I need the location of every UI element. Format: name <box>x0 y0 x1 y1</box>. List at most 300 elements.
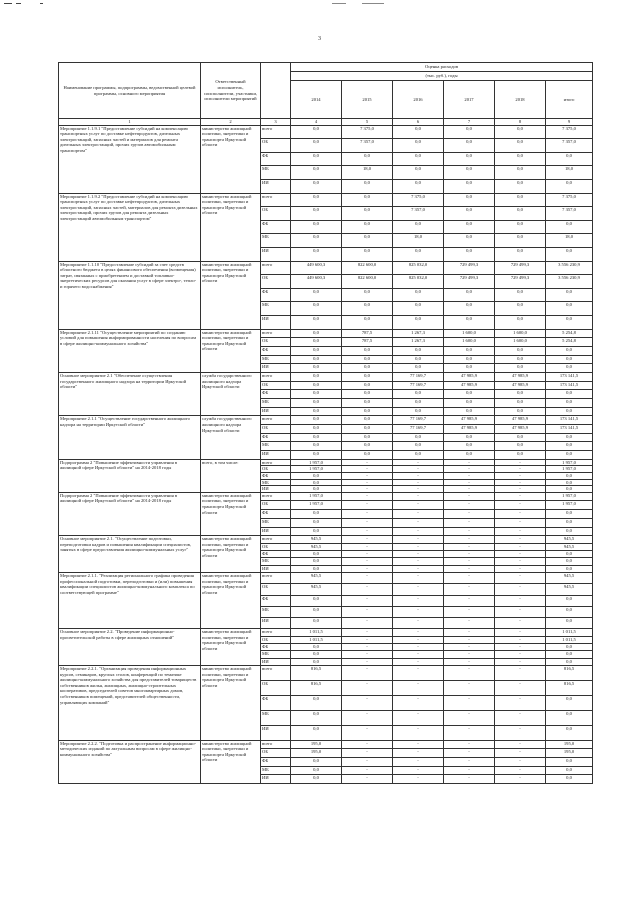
amount-cell: 0,0 <box>291 451 342 460</box>
funding-source: ОБ <box>261 501 291 510</box>
dash-cell: - <box>393 680 444 695</box>
dash-cell: - <box>342 757 393 766</box>
dash-cell: - <box>444 466 495 473</box>
dash-cell: - <box>495 629 546 636</box>
header-year: 2018 <box>495 81 546 119</box>
dash-cell: - <box>342 636 393 643</box>
dash-cell: - <box>393 766 444 775</box>
amount-cell: 0,0 <box>546 658 593 665</box>
amount-cell: 0,0 <box>546 315 593 329</box>
amount-cell: 0,0 <box>342 179 393 193</box>
amount-cell: 7 375,0 <box>393 193 444 207</box>
dash-cell: - <box>495 595 546 606</box>
dash-cell: - <box>444 565 495 572</box>
amount-cell: 0,0 <box>546 757 593 766</box>
program-name: Мероприятие 2.2.1. "Организация проведения информационных курсов, семинаров, круглых столов, конференций по тематике жилищно-коммунального хозяйства для представителей товариществ собственников жилья, жилищных, жилищно-строительных кооперативов, председателей советов многоквартирных домов, собственников помещений, представителей общественности, управляющих компаний" <box>59 666 201 740</box>
amount-cell: 0,0 <box>291 166 342 180</box>
amount-cell: 0,0 <box>495 247 546 261</box>
amount-cell: 1 011,5 <box>546 629 593 636</box>
amount-cell: 0,0 <box>291 302 342 316</box>
amount-cell: 0,0 <box>342 247 393 261</box>
column-number: 9 <box>546 119 593 126</box>
funding-source: ИИ <box>261 617 291 628</box>
amount-cell: 0,0 <box>393 433 444 442</box>
funding-source: МБ <box>261 651 291 658</box>
amount-cell: 0,0 <box>342 220 393 234</box>
table-row <box>59 666 593 681</box>
amount-cell: 0,0 <box>291 558 342 565</box>
amount-cell: 0,0 <box>444 302 495 316</box>
amount-cell: 0,0 <box>546 551 593 558</box>
program-executor: министерство жилищной политики, энергетики и транспорта Иркутской области <box>201 193 261 261</box>
dash-cell: - <box>342 565 393 572</box>
table-row <box>59 459 593 466</box>
dash-cell: - <box>444 651 495 658</box>
amount-cell: 1 957,0 <box>291 466 342 473</box>
amount-cell: 945,5 <box>291 573 342 584</box>
amount-cell: 47 985,9 <box>444 425 495 434</box>
amount-cell: 0,0 <box>444 390 495 399</box>
table-body <box>59 125 593 783</box>
program-executor: министерство жилищной политики, энергетики и транспорта Иркутской области <box>201 261 261 329</box>
amount-cell: 0,0 <box>495 125 546 139</box>
dash-cell: - <box>495 551 546 558</box>
amount-cell: 0,0 <box>546 643 593 650</box>
amount-cell: 0,0 <box>291 390 342 399</box>
funding-source: ФБ <box>261 433 291 442</box>
funding-source: всего <box>261 125 291 139</box>
dash-cell: - <box>393 565 444 572</box>
dash-cell: - <box>342 617 393 628</box>
dash-cell: - <box>495 651 546 658</box>
amount-cell: 0,0 <box>291 606 342 617</box>
funding-source: МБ <box>261 234 291 248</box>
amount-cell: 7 357,0 <box>393 207 444 221</box>
amount-cell: 1 957,0 <box>546 466 593 473</box>
amount-cell: 945,5 <box>546 536 593 543</box>
amount-cell: 47 985,9 <box>495 425 546 434</box>
funding-source: всего <box>261 459 291 466</box>
program-name: Подпрограмма 2 "Повышение эффективности управления в жилищной сфере Иркутской области" на 2014-2018 годы <box>59 459 201 492</box>
amount-cell: 0,0 <box>495 302 546 316</box>
dash-cell: - <box>444 757 495 766</box>
funding-source: МБ <box>261 355 291 364</box>
amount-cell: 1 957,0 <box>546 459 593 466</box>
dash-cell: - <box>342 666 393 681</box>
amount-cell: 0,0 <box>444 179 495 193</box>
dash-cell: - <box>444 536 495 543</box>
dash-cell: - <box>342 486 393 493</box>
amount-cell: 0,0 <box>546 527 593 536</box>
amount-cell: 0,0 <box>342 390 393 399</box>
amount-cell: 0,0 <box>291 725 342 740</box>
dash-cell: - <box>495 680 546 695</box>
dash-cell: - <box>495 565 546 572</box>
amount-cell: 0,0 <box>444 442 495 451</box>
dash-cell: - <box>393 666 444 681</box>
amount-cell: 0,0 <box>393 139 444 153</box>
program-executor: министерство жилищной политики, энергетики и транспорта Иркутской области <box>201 666 261 740</box>
amount-cell: 0,0 <box>291 486 342 493</box>
amount-cell: 195,0 <box>546 749 593 758</box>
amount-cell: 0,0 <box>393 220 444 234</box>
dash-cell: - <box>495 479 546 486</box>
program-executor: всего, в том числе: <box>201 459 261 492</box>
funding-source: ФБ <box>261 473 291 480</box>
dash-cell: - <box>393 518 444 527</box>
dash-cell: - <box>444 775 495 784</box>
funding-source: МБ <box>261 442 291 451</box>
amount-cell: 945,5 <box>291 584 342 595</box>
dash-cell: - <box>342 466 393 473</box>
amount-cell: 0,0 <box>546 220 593 234</box>
amount-cell: 1 957,0 <box>291 492 342 501</box>
header-funding-unit: (тыс. руб.), годы <box>291 72 593 81</box>
dash-cell: - <box>444 558 495 565</box>
amount-cell: 0,0 <box>546 617 593 628</box>
dash-cell: - <box>495 617 546 628</box>
funding-table <box>58 62 593 784</box>
dash-cell: - <box>444 658 495 665</box>
amount-cell: 0,0 <box>546 558 593 565</box>
amount-cell: 787,5 <box>342 338 393 347</box>
dash-cell: - <box>444 740 495 749</box>
dash-cell: - <box>342 473 393 480</box>
dash-cell: - <box>342 595 393 606</box>
dash-cell: - <box>495 527 546 536</box>
amount-cell: 0,0 <box>495 220 546 234</box>
amount-cell: 0,0 <box>444 407 495 416</box>
dash-cell: - <box>393 658 444 665</box>
dash-cell: - <box>342 551 393 558</box>
amount-cell: 0,0 <box>291 220 342 234</box>
dash-cell: - <box>342 558 393 565</box>
amount-cell: 0,0 <box>342 399 393 408</box>
amount-cell: 0,0 <box>291 595 342 606</box>
dash-cell: - <box>495 636 546 643</box>
amount-cell: 0,0 <box>342 442 393 451</box>
amount-cell: 945,5 <box>291 536 342 543</box>
dash-cell: - <box>393 473 444 480</box>
funding-source: МБ <box>261 606 291 617</box>
dash-cell: - <box>444 492 495 501</box>
dash-cell: - <box>393 595 444 606</box>
amount-cell: 77 169,7 <box>393 425 444 434</box>
dash-cell: - <box>444 479 495 486</box>
amount-cell: 173 141,5 <box>546 416 593 425</box>
dash-cell: - <box>444 606 495 617</box>
amount-cell: 0,0 <box>546 651 593 658</box>
amount-cell: 0,0 <box>393 364 444 373</box>
amount-cell: 0,0 <box>291 510 342 519</box>
program-executor: министерство жилищной политики, энергетики и транспорта Иркутской области <box>201 629 261 666</box>
amount-cell: 0,0 <box>393 407 444 416</box>
amount-cell: 0,0 <box>291 442 342 451</box>
dash-cell: - <box>495 710 546 725</box>
amount-cell: 0,0 <box>495 166 546 180</box>
amount-cell: 0,0 <box>342 407 393 416</box>
program-name: Мероприятие 2.1.1 "Осуществление государственного жилищного надзора на территории Иркутской области" <box>59 416 201 459</box>
dash-cell: - <box>444 749 495 758</box>
dash-cell: - <box>444 543 495 550</box>
funding-source: всего <box>261 416 291 425</box>
dash-cell: - <box>342 584 393 595</box>
amount-cell: 0,0 <box>495 234 546 248</box>
dash-cell: - <box>495 543 546 550</box>
amount-cell: 0,0 <box>291 399 342 408</box>
dash-cell: - <box>393 651 444 658</box>
funding-source: ИИ <box>261 658 291 665</box>
table-row <box>59 193 593 207</box>
dash-cell: - <box>444 725 495 740</box>
funding-source: всего <box>261 629 291 636</box>
amount-cell: 0,0 <box>495 399 546 408</box>
amount-cell: 47 985,9 <box>444 416 495 425</box>
amount-cell: 18,0 <box>546 234 593 248</box>
dash-cell: - <box>495 501 546 510</box>
table-row <box>59 629 593 636</box>
funding-source: ИИ <box>261 364 291 373</box>
amount-cell: 173 141,5 <box>546 372 593 381</box>
funding-source: ОБ <box>261 636 291 643</box>
amount-cell: 825 032,0 <box>393 275 444 289</box>
amount-cell: 0,0 <box>495 288 546 302</box>
amount-cell: 0,0 <box>444 288 495 302</box>
amount-cell: 173 141,5 <box>546 425 593 434</box>
funding-source: МБ <box>261 166 291 180</box>
amount-cell: 0,0 <box>495 451 546 460</box>
funding-source: ОБ <box>261 466 291 473</box>
funding-source: МБ <box>261 710 291 725</box>
dash-cell: - <box>393 636 444 643</box>
dash-cell: - <box>342 710 393 725</box>
column-number: 5 <box>342 119 393 126</box>
amount-cell: 7 375,0 <box>546 125 593 139</box>
amount-cell: 3 556 230,9 <box>546 275 593 289</box>
program-name: Основное мероприятие 2.1 "Обеспечение осуществления государственного жилищного надзора на территории Иркутской области" <box>59 372 201 415</box>
amount-cell: 0,0 <box>291 364 342 373</box>
amount-cell: 0,0 <box>546 710 593 725</box>
funding-source: МБ <box>261 399 291 408</box>
funding-source: ФБ <box>261 288 291 302</box>
column-number: 4 <box>291 119 342 126</box>
amount-cell: 825 032,0 <box>393 261 444 275</box>
dash-cell: - <box>444 584 495 595</box>
program-executor: министерство жилищной политики, энергетики и транспорта Иркутской области <box>201 536 261 573</box>
program-executor: служба государственного жилищного надзора Иркутской области <box>201 416 261 459</box>
amount-cell: 0,0 <box>546 179 593 193</box>
dash-cell: - <box>444 486 495 493</box>
program-name: Подпрограмма 2 "Повышение эффективности управления в жилищной сфере Иркутской области" на 2014-2018 годы <box>59 492 201 535</box>
header-funding-group: Оценка расходов <box>291 63 593 72</box>
header-column-numbers <box>59 119 593 126</box>
dash-cell: - <box>342 680 393 695</box>
funding-source: ФБ <box>261 346 291 355</box>
table-row <box>59 261 593 275</box>
amount-cell: 945,5 <box>546 573 593 584</box>
program-name: Мероприятие 2.1.11 "Осуществление мероприятий по созданию условий для повышения информированности населения по вопросам в сфере жилищно-коммунального хозяйства" <box>59 329 201 372</box>
amount-cell: 7 375,0 <box>342 125 393 139</box>
amount-cell: 1 267,3 <box>393 338 444 347</box>
funding-source: ИИ <box>261 775 291 784</box>
header-name: Наименование программы, подпрограммы, ведомственной целевой программы, основного мероприятия <box>59 63 201 119</box>
dash-cell: - <box>393 606 444 617</box>
table-row <box>59 492 593 501</box>
amount-cell: 0,0 <box>444 125 495 139</box>
amount-cell: 0,0 <box>393 451 444 460</box>
amount-cell: 0,0 <box>342 433 393 442</box>
amount-cell: 449 600,3 <box>291 275 342 289</box>
dash-cell: - <box>495 643 546 650</box>
dash-cell: - <box>495 740 546 749</box>
amount-cell: 7 375,0 <box>546 193 593 207</box>
amount-cell: 5 254,8 <box>546 338 593 347</box>
amount-cell: 0,0 <box>495 355 546 364</box>
amount-cell: 0,0 <box>546 152 593 166</box>
amount-cell: 0,0 <box>342 152 393 166</box>
dash-cell: - <box>444 518 495 527</box>
dash-cell: - <box>342 725 393 740</box>
amount-cell: 1 600,0 <box>495 338 546 347</box>
dash-cell: - <box>444 680 495 695</box>
funding-source: МБ <box>261 766 291 775</box>
dash-cell: - <box>393 710 444 725</box>
amount-cell: 1 267,3 <box>393 329 444 338</box>
funding-source: ОБ <box>261 275 291 289</box>
amount-cell: 0,0 <box>291 288 342 302</box>
amount-cell: 47 985,9 <box>444 381 495 390</box>
amount-cell: 0,0 <box>393 399 444 408</box>
dash-cell: - <box>393 558 444 565</box>
dash-cell: - <box>393 536 444 543</box>
dash-cell: - <box>495 658 546 665</box>
dash-cell: - <box>342 459 393 466</box>
dash-cell: - <box>495 459 546 466</box>
dash-cell: - <box>444 629 495 636</box>
dash-cell: - <box>495 725 546 740</box>
amount-cell: 0,0 <box>393 442 444 451</box>
amount-cell: 1 011,5 <box>291 636 342 643</box>
amount-cell: 0,0 <box>546 451 593 460</box>
funding-source: ИИ <box>261 527 291 536</box>
dash-cell: - <box>393 749 444 758</box>
dash-cell: - <box>444 643 495 650</box>
dash-cell: - <box>342 740 393 749</box>
amount-cell: 0,0 <box>393 355 444 364</box>
amount-cell: 0,0 <box>291 518 342 527</box>
dash-cell: - <box>393 479 444 486</box>
table-row <box>59 573 593 584</box>
funding-source: всего <box>261 329 291 338</box>
dash-cell: - <box>495 606 546 617</box>
amount-cell: 0,0 <box>291 565 342 572</box>
amount-cell: 0,0 <box>495 207 546 221</box>
dash-cell: - <box>495 666 546 681</box>
amount-cell: 0,0 <box>291 757 342 766</box>
dash-cell: - <box>495 536 546 543</box>
dash-cell: - <box>444 595 495 606</box>
amount-cell: 945,5 <box>546 543 593 550</box>
dash-cell: - <box>495 518 546 527</box>
amount-cell: 0,0 <box>291 139 342 153</box>
amount-cell: 0,0 <box>291 617 342 628</box>
amount-cell: 195,0 <box>291 740 342 749</box>
amount-cell: 3 556 230,9 <box>546 261 593 275</box>
amount-cell: 0,0 <box>291 651 342 658</box>
dash-cell: - <box>495 757 546 766</box>
funding-source: всего <box>261 536 291 543</box>
amount-cell: 5 254,8 <box>546 329 593 338</box>
dash-cell: - <box>495 492 546 501</box>
column-number: 7 <box>444 119 495 126</box>
amount-cell: 0,0 <box>291 766 342 775</box>
dash-cell: - <box>495 558 546 565</box>
dash-cell: - <box>342 573 393 584</box>
amount-cell: 816,5 <box>546 666 593 681</box>
amount-cell: 0,0 <box>291 433 342 442</box>
amount-cell: 0,0 <box>291 416 342 425</box>
dash-cell: - <box>342 510 393 519</box>
amount-cell: 7 357,0 <box>546 207 593 221</box>
amount-cell: 0,0 <box>291 372 342 381</box>
program-name: Мероприятие 2.1.1. "Реализация регионального графика проведения профессиональной подготовки, переподготовки и (или) повышения квалификации специалистов жилищно-коммунального комплекса по соответствующей программе" <box>59 573 201 629</box>
dash-cell: - <box>495 466 546 473</box>
program-executor: министерство жилищной политики, энергетики и транспорта Иркутской области <box>201 740 261 783</box>
program-name: Мероприятие 2.2.2. "Подготовка и распространение информационно-методических изданий по актуальным вопросам в сфере жилищно-коммунального хозяйства" <box>59 740 201 783</box>
funding-source: ФБ <box>261 551 291 558</box>
funding-source: всего <box>261 666 291 681</box>
amount-cell: 449 600,3 <box>291 261 342 275</box>
amount-cell: 0,0 <box>291 643 342 650</box>
dash-cell: - <box>393 629 444 636</box>
amount-cell: 0,0 <box>495 346 546 355</box>
amount-cell: 0,0 <box>291 247 342 261</box>
scan-artifact-marks <box>0 2 640 6</box>
amount-cell: 1 011,5 <box>546 636 593 643</box>
funding-source: ФБ <box>261 643 291 650</box>
dash-cell: - <box>342 651 393 658</box>
amount-cell: 0,0 <box>393 166 444 180</box>
dash-cell: - <box>444 527 495 536</box>
amount-cell: 0,0 <box>342 381 393 390</box>
amount-cell: 0,0 <box>546 355 593 364</box>
amount-cell: 0,0 <box>291 193 342 207</box>
amount-cell: 0,0 <box>444 234 495 248</box>
program-name: Мероприятие 1.1.10 "Предоставление субсидий за счет средств областного бюджета в целях финансового обеспечения (возмещения) затрат, связанных с приобретением и доставкой топливно-энергетических ресурсов для оказания услуг в сфере электро-, тепло- и горячего водоснабжения" <box>59 261 201 329</box>
amount-cell: 0,0 <box>393 346 444 355</box>
amount-cell: 0,0 <box>546 775 593 784</box>
amount-cell: 816,5 <box>546 680 593 695</box>
amount-cell: 0,0 <box>291 479 342 486</box>
amount-cell: 0,0 <box>342 425 393 434</box>
amount-cell: 0,0 <box>393 302 444 316</box>
amount-cell: 0,0 <box>444 364 495 373</box>
funding-source: ИИ <box>261 486 291 493</box>
amount-cell: 0,0 <box>342 207 393 221</box>
amount-cell: 0,0 <box>546 442 593 451</box>
dash-cell: - <box>393 510 444 519</box>
header-year: 2017 <box>444 81 495 119</box>
amount-cell: 0,0 <box>342 416 393 425</box>
amount-cell: 0,0 <box>546 302 593 316</box>
funding-source: ИИ <box>261 565 291 572</box>
amount-cell: 0,0 <box>444 193 495 207</box>
amount-cell: 0,0 <box>495 193 546 207</box>
dash-cell: - <box>393 492 444 501</box>
amount-cell: 0,0 <box>495 442 546 451</box>
amount-cell: 0,0 <box>291 658 342 665</box>
amount-cell: 945,5 <box>546 584 593 595</box>
